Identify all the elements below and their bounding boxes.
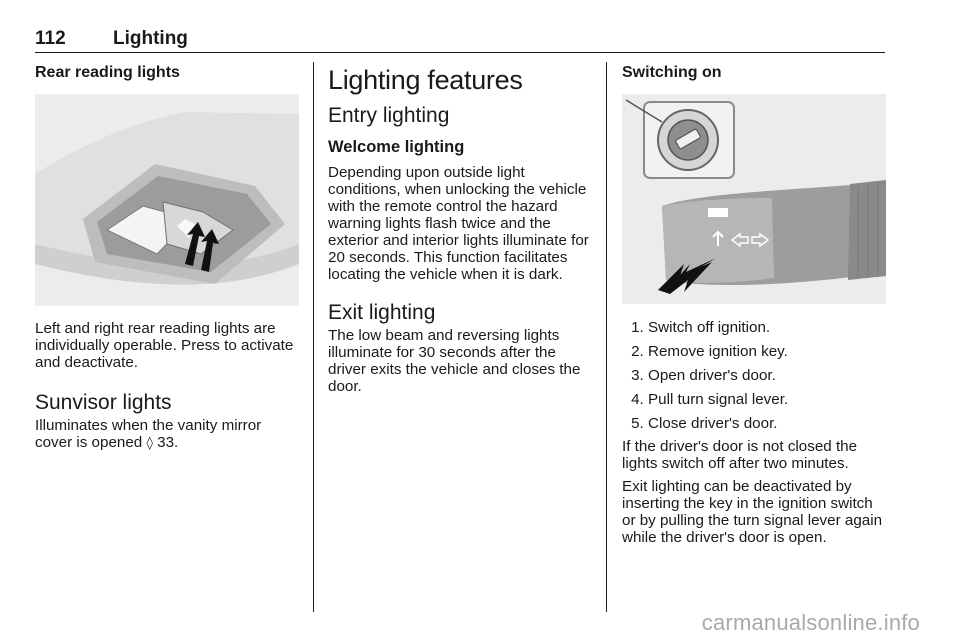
column-rear-reading-lights (35, 62, 299, 452)
turn-signal-lever-svg (622, 94, 886, 304)
page-reference-icon[interactable]: ◊ (146, 436, 153, 451)
exit-lighting-deactivate-text: Exit lighting can be deactivated by inserting the key in the ignition switch or by pulling the turn signal lever again while the driver's door is open. (622, 478, 883, 546)
welcome-lighting-text: Depending upon outside light conditions, when unlocking the vehicle with the remote control the hazard warning lights flash twice and the exterior and interior lights illuminate for 20 seconds. This function facilitates locating the vehicle when it is dark. (328, 164, 589, 283)
step-item: 2. Remove ignition key. (648, 340, 886, 364)
page-header (35, 28, 885, 53)
step-item: 4. Pull turn signal lever. (648, 388, 886, 412)
sunvisor-lights-heading: Sunvisor lights (35, 391, 172, 414)
overhead-reading-lights-icon (35, 94, 299, 306)
step-item: 3. Open driver's door. (648, 364, 886, 388)
entry-lighting-heading: Entry lighting (328, 104, 450, 127)
welcome-lighting-heading: Welcome lighting (328, 138, 465, 156)
page-number: 112 (35, 28, 66, 49)
switching-on-steps (622, 316, 886, 436)
door-not-closed-text: If the driver's door is not closed the lights switch off after two minutes. (622, 438, 858, 472)
ignition-and-turn-signal-lever-icon (622, 94, 886, 304)
step-item: 1. Switch off ignition. (648, 316, 886, 340)
switching-on-heading: Switching on (622, 64, 722, 81)
column-divider (606, 62, 607, 612)
reading-lights-svg (35, 94, 299, 306)
rear-reading-lights-text: Left and right rear reading lights are individually operable. Press to activate and deactivate. (35, 320, 294, 371)
sunvisor-text: Illuminates when the vanity mirror cover is opened (35, 417, 262, 451)
sunvisor-lights-text (35, 417, 299, 452)
column-lighting-features (328, 62, 592, 395)
column-switching-on (622, 62, 886, 546)
exit-lighting-text: The low beam and reversing lights illuminate for 30 seconds after the driver exits the vehicle and closes the door. (328, 327, 581, 395)
watermark: carmanualsonline.info (701, 610, 920, 635)
rear-reading-lights-heading: Rear reading lights (35, 64, 180, 81)
section-title: Lighting (113, 28, 188, 49)
lighting-features-title: Lighting features (328, 65, 523, 95)
page-reference[interactable]: 33. (152, 434, 179, 451)
step-item: 5. Close driver's door. (648, 412, 886, 436)
exit-lighting-heading: Exit lighting (328, 301, 436, 324)
column-divider (313, 62, 314, 612)
